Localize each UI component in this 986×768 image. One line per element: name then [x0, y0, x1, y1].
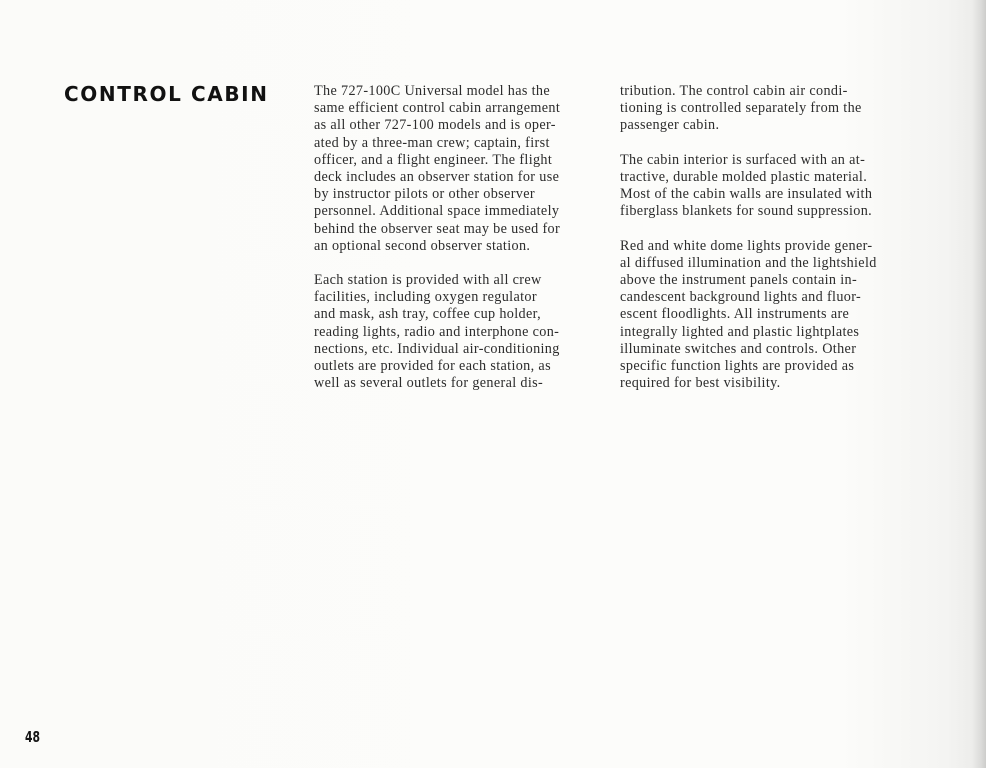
- text-line: deck includes an observer station for use: [314, 168, 560, 185]
- section-heading: CONTROL CABIN: [64, 82, 269, 106]
- paragraph-station-facilities: [314, 272, 560, 392]
- text-line: The cabin interior is surfaced with an at-: [620, 151, 866, 168]
- text-line: above the instrument panels contain in-: [620, 272, 858, 289]
- text-line: by instructor pilots or other observer: [314, 186, 535, 203]
- text-line: tractive, durable molded plastic material.: [620, 168, 868, 185]
- text-line: al diffused illumination and the lightshield: [620, 254, 877, 271]
- paragraph-spacer: [620, 221, 877, 238]
- text-line: outlets are provided for each station, as: [314, 358, 551, 374]
- paragraph-crew-arrangement: [314, 83, 560, 255]
- text-line: personnel. Additional space immediately: [314, 203, 560, 220]
- page-number: 48: [25, 728, 41, 746]
- text-line: facilities, including oxygen regulator: [314, 289, 537, 306]
- text-line: fiberglass blankets for sound suppression.: [620, 203, 873, 220]
- text-line: tioning is controlled separately from the: [620, 100, 862, 117]
- text-line: Each station is provided with all crew: [314, 272, 542, 289]
- text-column-right: [620, 83, 877, 392]
- text-line: escent floodlights. All instruments are: [620, 306, 850, 323]
- text-line: integrally lighted and plastic lightplates: [620, 323, 860, 340]
- text-line: candescent background lights and fluor-: [620, 289, 862, 306]
- text-line: nections, etc. Individual air-conditioning: [314, 340, 560, 357]
- text-line: an optional second observer station.: [314, 237, 531, 254]
- text-column-left: [314, 83, 560, 392]
- paragraph-cabin-interior: [620, 152, 877, 221]
- paragraph-spacer: [620, 135, 877, 152]
- text-line: The 727-100C Universal model has the: [314, 83, 551, 99]
- text-line: passenger cabin.: [620, 117, 720, 134]
- text-line: same efficient control cabin arrangement: [314, 100, 561, 117]
- text-line: Most of the cabin walls are insulated with: [620, 186, 873, 203]
- text-line: illuminate switches and controls. Other: [620, 340, 857, 357]
- text-line: behind the observer seat may be used for: [314, 220, 561, 237]
- text-line: and mask, ash tray, coffee cup holder,: [314, 306, 542, 323]
- text-line: tribution. The control cabin air condi-: [620, 83, 848, 99]
- text-line: Red and white dome lights provide gener-: [620, 237, 873, 254]
- text-line: officer, and a flight engineer. The flight: [314, 151, 553, 168]
- text-line: reading lights, radio and interphone con-: [314, 323, 560, 340]
- page-gutter-shadow: [972, 0, 986, 768]
- text-line: as all other 727-100 models and is oper-: [314, 117, 556, 134]
- paragraph-spacer: [314, 255, 560, 272]
- text-line: well as several outlets for general dis-: [314, 375, 544, 392]
- text-line: ated by a three-man crew; captain, first: [314, 134, 550, 151]
- text-line: specific function lights are provided as: [620, 358, 855, 374]
- paragraph-air-conditioning: [620, 83, 877, 135]
- text-line: required for best visibility.: [620, 375, 781, 392]
- paragraph-lighting: [620, 238, 877, 393]
